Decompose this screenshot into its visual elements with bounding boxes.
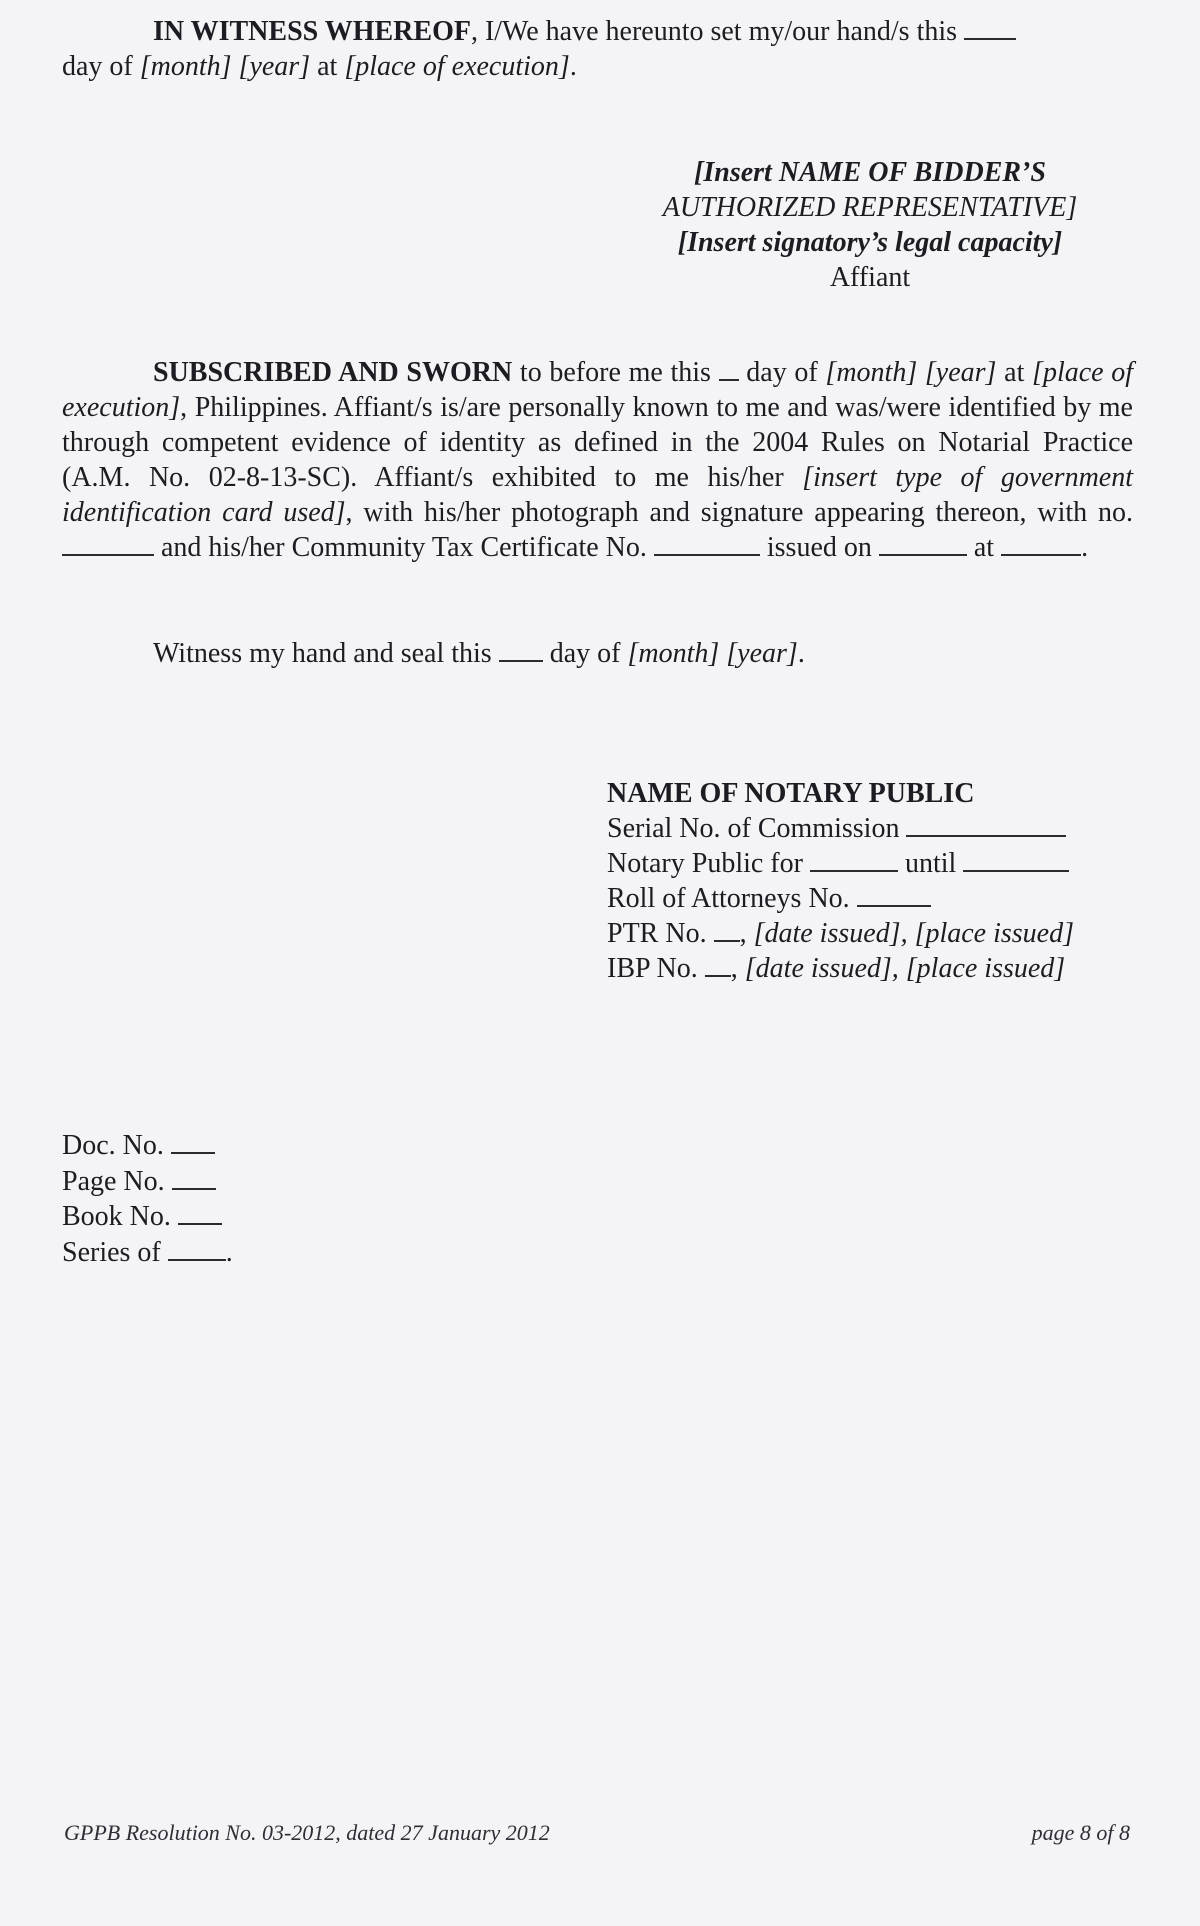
- notary-until-label: until: [904, 848, 957, 879]
- notary-for: [607, 846, 1167, 881]
- ibp-issued: [date issued], [place issued]: [744, 953, 1066, 984]
- notary-roll: [607, 881, 1167, 916]
- seal-month-year: [month] [year]: [627, 638, 798, 669]
- book-no-blank: [178, 1201, 222, 1225]
- witness-month-year: [month] [year]: [139, 51, 311, 82]
- page-no-blank: [172, 1166, 216, 1190]
- sworn-text-3: at: [1004, 357, 1025, 388]
- notary-roll-label: Roll of Attorneys No.: [607, 883, 850, 914]
- notary-ptr: PTR No. , [date issued], [place issued]: [607, 918, 1075, 949]
- sworn-text-5: , with his/her photograph and signature appearing thereon, with no.: [345, 497, 1133, 528]
- witness-day-blank: [964, 16, 1016, 40]
- witness-lead: IN WITNESS WHEREOF: [153, 16, 471, 47]
- sworn-end: .: [1081, 532, 1089, 563]
- series-of-blank: [168, 1237, 226, 1261]
- notary-serial-label: Serial No. of Commission: [607, 813, 900, 844]
- notary-ibp: IBP No. , [date issued], [place issued]: [607, 953, 1066, 984]
- sworn-text-8: at: [973, 532, 995, 563]
- sworn-id-type: [insert type of government identification card used]: [62, 462, 1133, 528]
- sworn-place: [place of execution]: [62, 357, 1134, 423]
- book-no-label: Book No.: [62, 1201, 171, 1232]
- notary-until-blank: [963, 848, 1069, 872]
- affiant-label: Affiant: [829, 262, 911, 293]
- page-no: [62, 1164, 233, 1200]
- witness-place: [place of execution]: [344, 51, 570, 82]
- signatory-block: [600, 155, 1140, 295]
- signatory-capacity: [Insert signatory’s legal capacity]: [677, 227, 1063, 258]
- witness-text-1: , I/We have hereunto set my/our hand/s this: [470, 16, 958, 47]
- seal-text-2: day of: [549, 638, 621, 669]
- footer-page-number: page 8 of 8: [1031, 1820, 1130, 1845]
- document-reference: [62, 1128, 233, 1270]
- id-number-blank: [62, 532, 154, 556]
- seal-paragraph: [62, 636, 1133, 671]
- sworn-text-2: day of: [746, 357, 818, 388]
- ctc-number-blank: [654, 532, 760, 556]
- witness-end: .: [569, 51, 577, 82]
- ptr-issued: [date issued], [place issued]: [753, 918, 1075, 949]
- roll-blank: [857, 883, 931, 907]
- sworn-paragraph: [62, 355, 1133, 565]
- ptr-blank: [714, 918, 740, 942]
- sworn-lead: SUBSCRIBED AND SWORN: [153, 357, 513, 388]
- issued-date-blank: [879, 532, 967, 556]
- sworn-day-blank: [719, 357, 739, 381]
- sworn-text-6: and his/her Community Tax Certificate No.: [161, 532, 647, 563]
- notary-title: NAME OF NOTARY PUBLIC: [607, 778, 975, 809]
- witness-at: at: [317, 51, 338, 82]
- notary-block: [607, 776, 1167, 986]
- notary-serial: [607, 811, 1167, 846]
- seal-end: .: [797, 638, 805, 669]
- sworn-text-4: , Philippines. Affiant/s is/are personally known to me and was/were identified by me through competent evidence of identity as defined in the 2004 Rules on Notarial Practice (A.M. No. 02-8-13-SC). Affiant/s exhibited to me his/her: [62, 392, 1133, 493]
- footer-resolution: GPPB Resolution No. 03-2012, dated 27 January 2012: [64, 1820, 550, 1845]
- series-of: Series of .: [62, 1236, 233, 1268]
- book-no: [62, 1199, 233, 1235]
- issued-place-blank: [1001, 532, 1081, 556]
- signatory-authorized: AUTHORIZED REPRESENTATIVE]: [662, 192, 1078, 223]
- serial-blank: [906, 813, 1066, 837]
- doc-no: [62, 1128, 233, 1164]
- page-no-label: Page No.: [62, 1165, 165, 1197]
- ptr-label: PTR No.: [607, 918, 707, 949]
- seal-day-blank: [499, 638, 543, 662]
- sworn-text-7: issued on: [766, 532, 872, 563]
- signatory-name: [Insert NAME OF BIDDER’S: [694, 157, 1046, 188]
- doc-no-blank: [171, 1130, 215, 1154]
- notary-for-blank: [810, 848, 898, 872]
- doc-no-label: Doc. No.: [62, 1130, 164, 1161]
- notary-for-label: Notary Public for: [607, 848, 803, 879]
- page-footer: [64, 1820, 1130, 1846]
- witness-paragraph: [62, 14, 1133, 84]
- series-of-label: Series of: [62, 1236, 161, 1268]
- ibp-label: IBP No.: [607, 953, 698, 984]
- sworn-month-year: [month] [year]: [825, 357, 997, 388]
- seal-text-1: Witness my hand and seal this: [153, 638, 492, 669]
- ibp-blank: [705, 953, 731, 977]
- witness-text-2: day of: [62, 51, 133, 82]
- sworn-text-1: to before me this: [519, 357, 711, 388]
